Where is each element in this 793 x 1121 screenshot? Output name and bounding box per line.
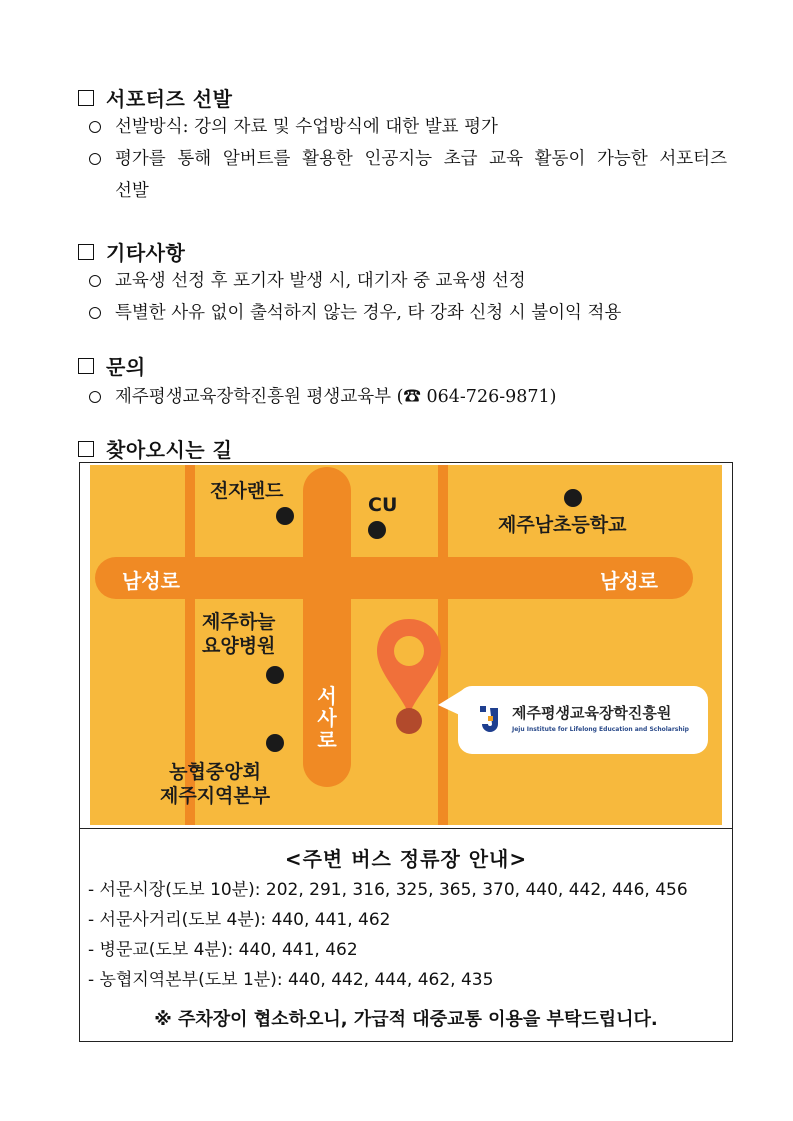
list-item-text: 제주평생교육장학진흥원 평생교육부 (☎ 064-726-9871) xyxy=(115,387,557,407)
institute-name-en: Jeju Institute for Lifelong Education and Scholarship xyxy=(512,726,689,733)
section-title: 기타사항 xyxy=(106,241,186,265)
road-label-seosaro xyxy=(315,685,339,751)
place-marker-dot xyxy=(368,521,386,539)
circle-bullet-icon xyxy=(89,391,101,403)
bus-stop-info xyxy=(80,828,732,1030)
list-item-text: 평가를 통해 알버트를 활용한 인공지능 초급 교육 활동이 가능한 서포터즈 선발 xyxy=(115,149,727,201)
section-directions-heading xyxy=(78,434,232,463)
section-title: 문의 xyxy=(106,355,146,379)
institute-callout xyxy=(458,686,708,754)
circle-bullet-icon xyxy=(89,307,101,319)
bus-stop-line: - 농협지역본부(도보 1분): 440, 442, 444, 462, 435 xyxy=(88,970,494,990)
section-title: 찾아오시는 길 xyxy=(106,438,233,462)
list-item-text: 특별한 사유 없이 출석하지 않는 경우, 타 강좌 신청 시 불이익 적용 xyxy=(115,303,622,323)
place-label-hospital xyxy=(202,610,275,658)
road-label-namseongro-left: 남성로 xyxy=(122,569,180,593)
road-label-char: 사 xyxy=(317,706,337,730)
bus-stop-line: - 서문시장(도보 10분): 202, 291, 316, 325, 365, 370, 440, 442, 446, 456 xyxy=(88,880,688,900)
directions-box xyxy=(79,462,733,1042)
list-item xyxy=(87,265,735,297)
place-marker-dot xyxy=(266,734,284,752)
circle-bullet-icon xyxy=(89,121,101,133)
road-label-char: 로 xyxy=(317,728,337,752)
list-item xyxy=(87,143,727,207)
place-label-electronics: 전자랜드 xyxy=(210,480,284,502)
place-label-line: 제주하늘 xyxy=(202,611,276,633)
place-marker-dot xyxy=(564,489,582,507)
section-supporters-heading xyxy=(78,83,232,112)
section-contact-heading xyxy=(78,351,146,380)
list-item xyxy=(87,381,735,413)
bus-stop-line: - 병문교(도보 4분): 440, 441, 462 xyxy=(88,940,358,960)
place-label-line: 요양병원 xyxy=(202,635,276,657)
section-title: 서포터즈 선발 xyxy=(106,87,233,111)
list-item xyxy=(87,297,735,329)
list-item xyxy=(87,111,735,143)
place-marker-dot xyxy=(266,666,284,684)
place-label-nonghyup xyxy=(160,760,270,808)
road-label-char: 서 xyxy=(317,684,337,708)
circle-bullet-icon xyxy=(89,275,101,287)
place-label-cu: CU xyxy=(368,494,398,516)
list-item-text: 교육생 선정 후 포기자 발생 시, 대기자 중 교육생 선정 xyxy=(115,271,526,291)
place-marker-dot xyxy=(276,507,294,525)
parking-notice: ※ 주차장이 협소하오니, 가급적 대중교통 이용을 부탁드립니다. xyxy=(154,1009,658,1030)
place-label-school: 제주남초등학교 xyxy=(498,514,627,536)
checkbox-square-icon xyxy=(78,244,94,260)
place-label-line: 제주지역본부 xyxy=(160,785,271,807)
circle-bullet-icon xyxy=(89,153,101,165)
institute-logo-icon xyxy=(478,704,504,736)
list-item-text: 선발방식: 강의 자료 및 수업방식에 대한 발표 평가 xyxy=(115,117,498,137)
place-label-line: 농협중앙회 xyxy=(169,761,261,783)
checkbox-square-icon xyxy=(78,441,94,457)
location-map xyxy=(90,465,722,825)
bus-info-title: <주변 버스 정류장 안내> xyxy=(284,847,528,871)
road-label-namseongro-right: 남성로 xyxy=(600,569,658,593)
bus-stop-line: - 서문사거리(도보 4분): 440, 441, 462 xyxy=(88,910,391,930)
checkbox-square-icon xyxy=(78,90,94,106)
section-etc-heading xyxy=(78,237,185,266)
checkbox-square-icon xyxy=(78,358,94,374)
institute-name-ko: 제주평생교육장학진흥원 xyxy=(512,704,672,722)
